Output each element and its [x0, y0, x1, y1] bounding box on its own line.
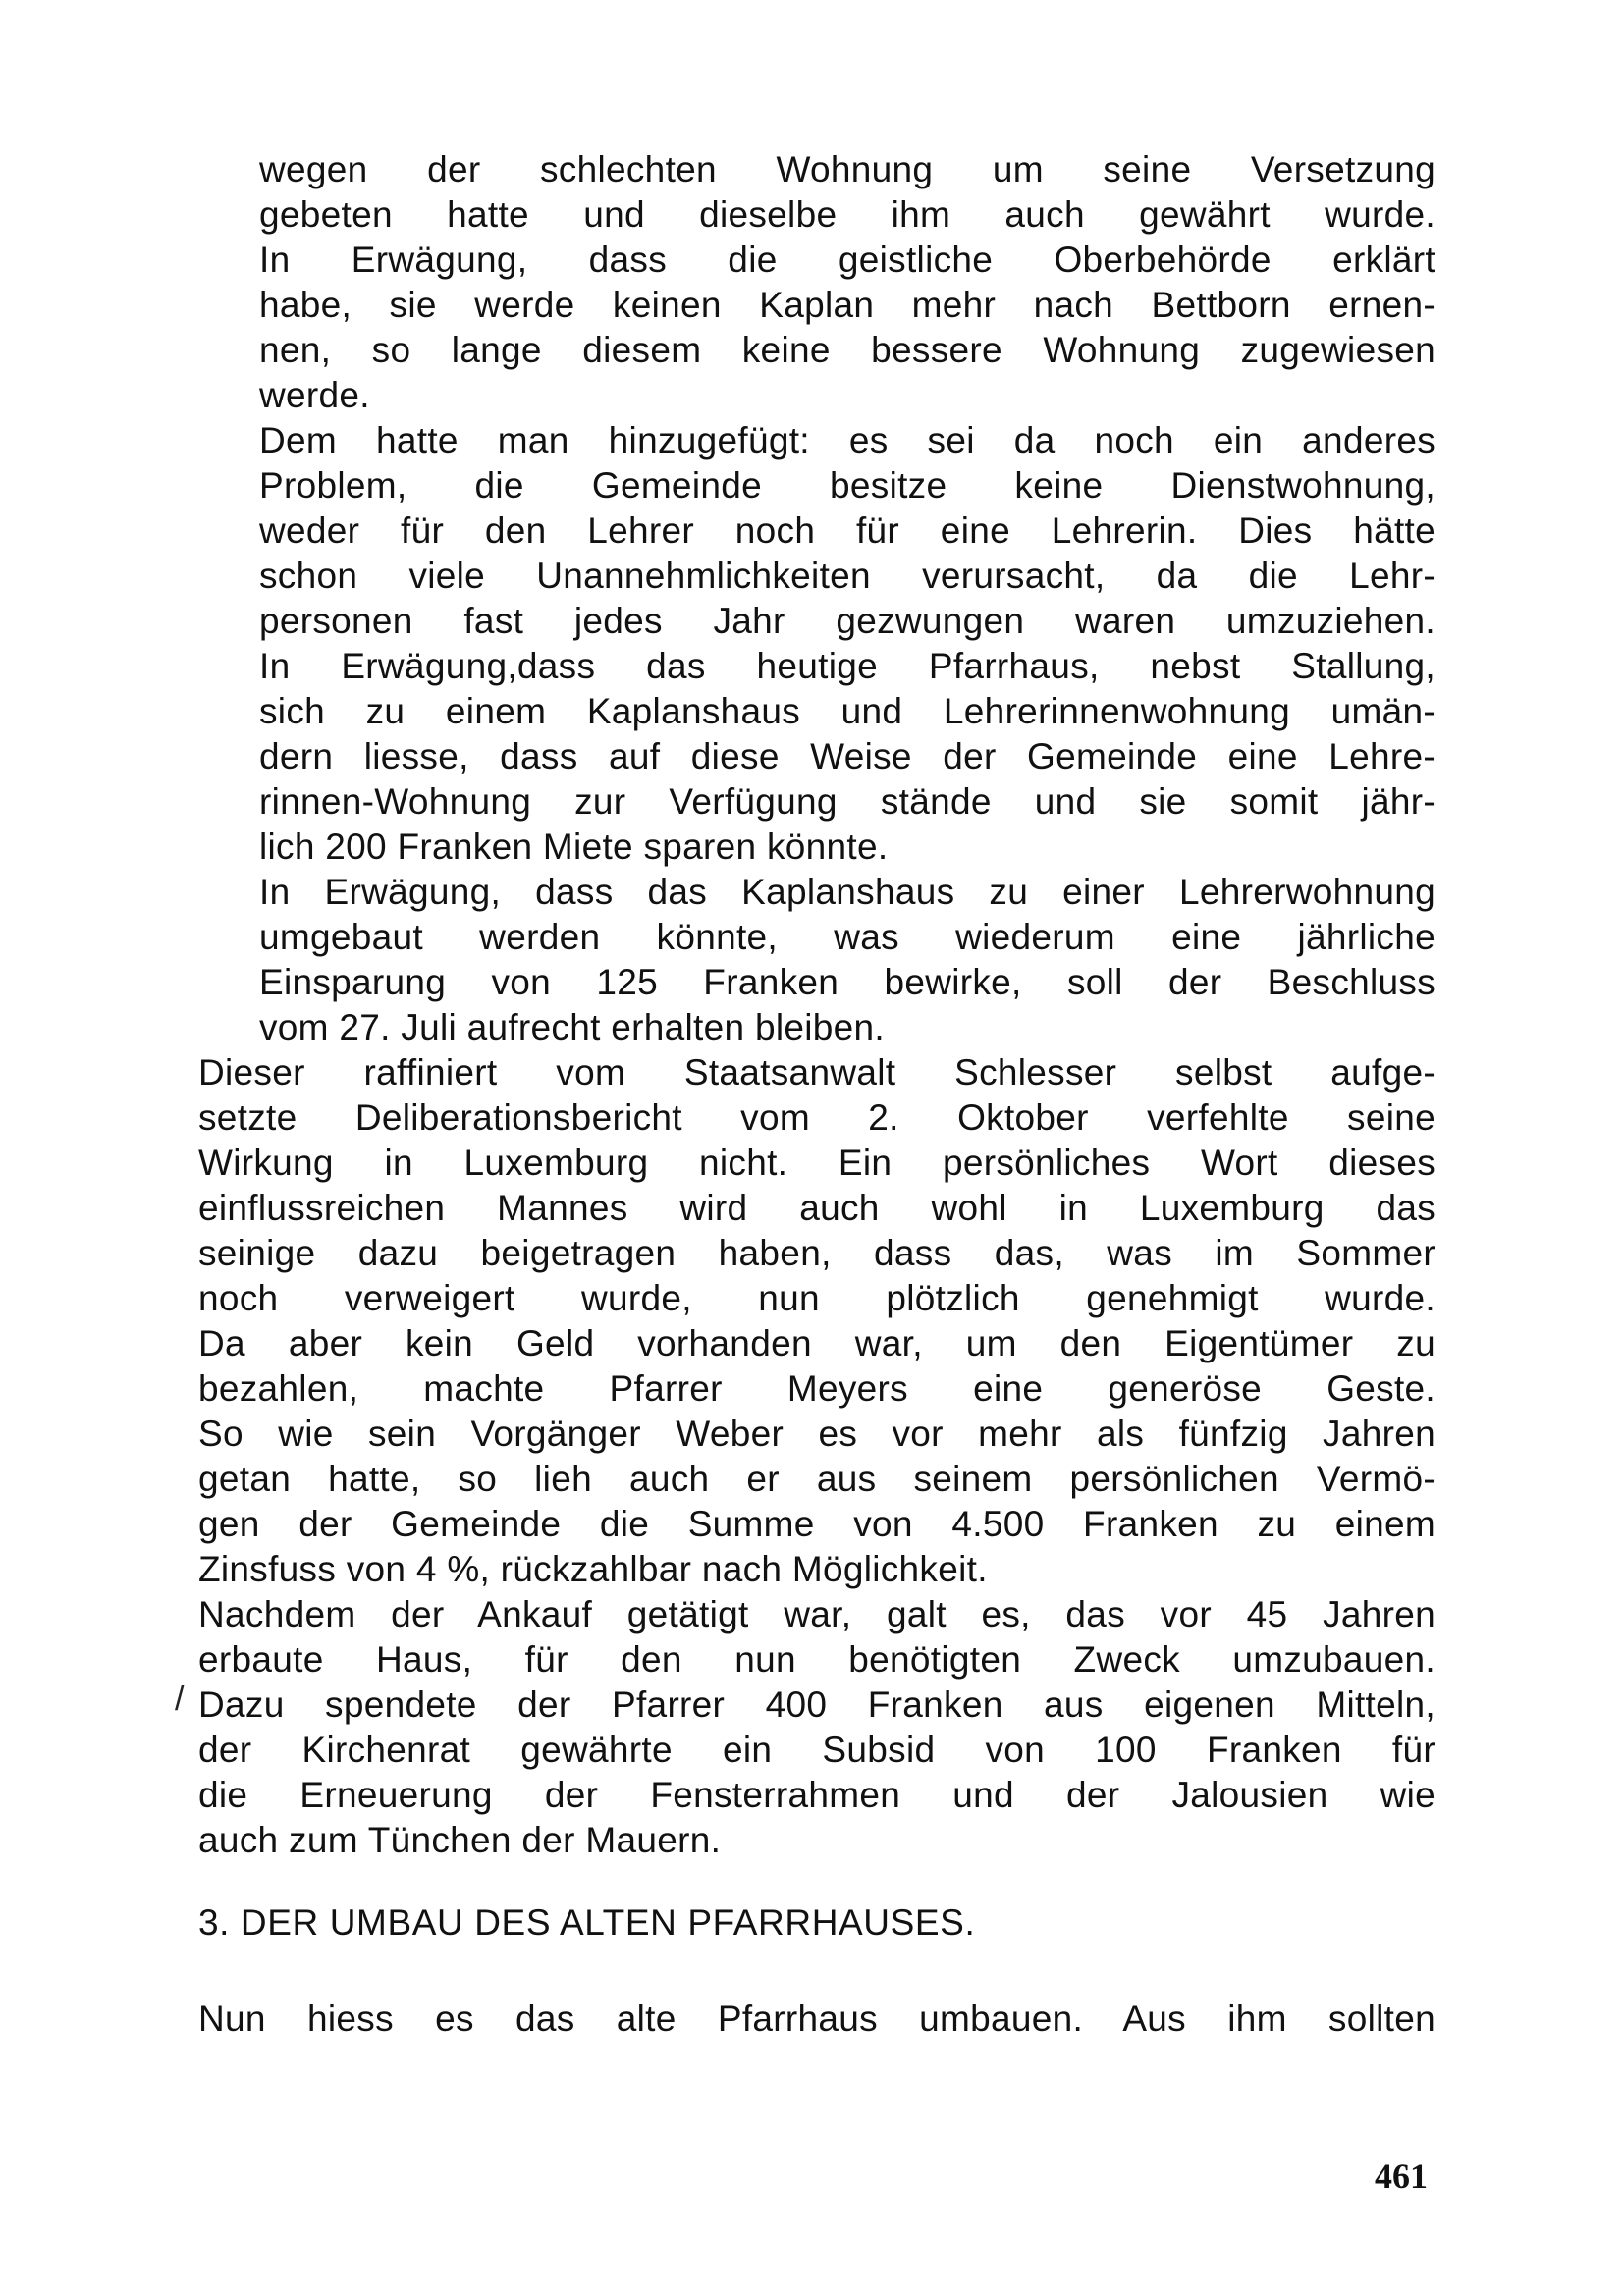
text-line: rinnen-Wohnung zur Verfügung stände und sie somit jähr-: [259, 781, 1435, 822]
text-line: seinige dazu beigetragen haben, dass das, was im Sommer: [198, 1233, 1435, 1273]
text-line: In Erwägung,dass das heutige Pfarrhaus, nebst Stallung,: [259, 646, 1435, 686]
text-line: werde.: [259, 375, 370, 415]
text-line: nen, so lange diesem keine bessere Wohnung zugewiesen: [259, 330, 1435, 370]
text-line: Da aber kein Geld vorhanden war, um den Eigentümer zu: [198, 1323, 1435, 1363]
text-line: Dem hatte man hinzugefügt: es sei da noch ein anderes: [259, 420, 1435, 460]
text-line: wegen der schlechten Wohnung um seine Versetzung: [259, 149, 1435, 189]
text-line: noch verweigert wurde, nun plötzlich genehmigt wurde.: [198, 1278, 1435, 1318]
text-line: So wie sein Vorgänger Weber es vor mehr als fünfzig Jahren: [198, 1414, 1435, 1454]
page-number: 461: [1375, 2157, 1428, 2196]
text-line: erbaute Haus, für den nun benötigten Zweck umzubauen.: [198, 1639, 1435, 1680]
text-line: lich 200 Franken Miete sparen könnte.: [259, 827, 889, 867]
text-line: gen der Gemeinde die Summe von 4.500 Franken zu einem: [198, 1504, 1435, 1544]
text-line: bezahlen, machte Pfarrer Meyers eine generöse Geste.: [198, 1368, 1435, 1409]
text-line: die Erneuerung der Fensterrahmen und der Jalousien wie: [198, 1775, 1435, 1815]
text-line: Problem, die Gemeinde besitze keine Dienstwohnung,: [259, 465, 1435, 506]
text-line: dern liesse, dass auf diese Weise der Gemeinde eine Lehre-: [259, 736, 1435, 776]
text-line: auch zum Tünchen der Mauern.: [198, 1820, 722, 1860]
text-line: vom 27. Juli aufrecht erhalten bleiben.: [259, 1007, 885, 1047]
text-line: umgebaut werden könnte, was wiederum eine jährliche: [259, 917, 1435, 957]
text-line: getan hatte, so lieh auch er aus seinem persönlichen Vermö-: [198, 1459, 1435, 1499]
text-line: Wirkung in Luxemburg nicht. Ein persönliches Wort dieses: [198, 1143, 1435, 1183]
section-heading: 3. DER UMBAU DES ALTEN PFARRHAUSES.: [198, 1902, 976, 1943]
text-line: Dazu spendete der Pfarrer 400 Franken aus eigenen Mitteln,: [198, 1684, 1435, 1725]
text-line: Nun hiess es das alte Pfarrhaus umbauen. Aus ihm sollten: [198, 1999, 1435, 2039]
text-line: gebeten hatte und dieselbe ihm auch gewährt wurde.: [259, 194, 1435, 235]
text-line: In Erwägung, dass die geistliche Oberbehörde erklärt: [259, 240, 1435, 280]
text-line: Einsparung von 125 Franken bewirke, soll der Beschluss: [259, 962, 1435, 1002]
text-line: In Erwägung, dass das Kaplanshaus zu einer Lehrerwohnung: [259, 872, 1435, 912]
text-line: Zinsfuss von 4 %, rückzahlbar nach Möglichkeit.: [198, 1549, 988, 1589]
margin-mark: /: [175, 1681, 185, 1718]
text-line: setzte Deliberationsbericht vom 2. Oktober verfehlte seine: [198, 1097, 1435, 1138]
text-line: Dieser raffiniert vom Staatsanwalt Schlesser selbst aufge-: [198, 1052, 1435, 1093]
text-line: personen fast jedes Jahr gezwungen waren umzuziehen.: [259, 601, 1435, 641]
text-line: sich zu einem Kaplanshaus und Lehrerinnenwohnung umän-: [259, 691, 1435, 731]
text-line: schon viele Unannehmlichkeiten verursacht, da die Lehr-: [259, 556, 1435, 596]
text-line: weder für den Lehrer noch für eine Lehrerin. Dies hätte: [259, 510, 1435, 551]
text-line: habe, sie werde keinen Kaplan mehr nach Bettborn ernen-: [259, 285, 1435, 325]
text-line: der Kirchenrat gewährte ein Subsid von 100 Franken für: [198, 1730, 1435, 1770]
text-line: Nachdem der Ankauf getätigt war, galt es, das vor 45 Jahren: [198, 1594, 1435, 1634]
text-line: einflussreichen Mannes wird auch wohl in Luxemburg das: [198, 1188, 1435, 1228]
